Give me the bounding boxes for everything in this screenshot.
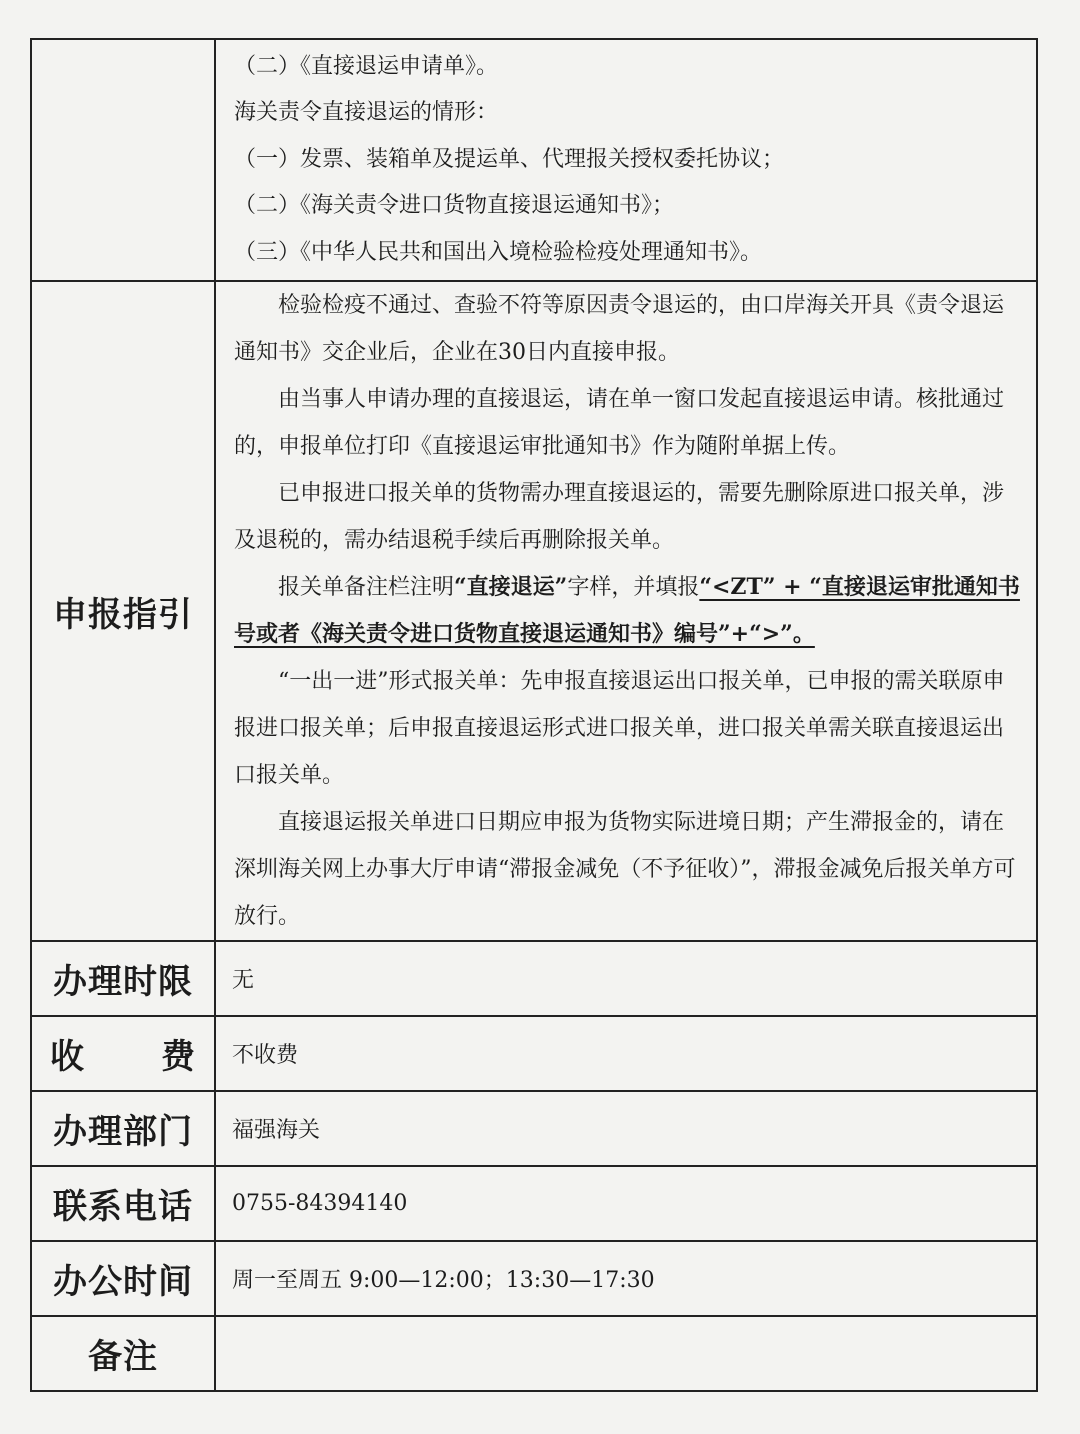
- materials-content-cell: [215, 39, 1037, 281]
- notes-label: 备注: [31, 1316, 215, 1391]
- time-limit-value: 无: [215, 941, 1037, 1016]
- fee-row: [31, 1016, 1037, 1091]
- material-line: 海关责令直接退运的情形：: [234, 100, 499, 126]
- materials-row: [31, 39, 1037, 281]
- guide-row: [31, 281, 1037, 941]
- guide-label: 申报指引: [31, 281, 215, 941]
- guide-paragraph: “一出一进”形式报关单：先申报直接退运出口报关单，已申报的需关联原申报进口报关单；后申报直接退运形式进口报关单，进口报关单需关联直接退运出口报关单。: [234, 669, 1005, 788]
- material-line: （二）《海关责令进口货物直接退运通知书》；: [234, 193, 675, 219]
- office-hours-value: 周一至周五 9:00—12:00；13:30—17:30: [215, 1241, 1037, 1316]
- materials-label-cell: [31, 39, 215, 281]
- department-label: 办理部门: [31, 1091, 215, 1166]
- remark-quote: “直接退运”: [454, 574, 568, 600]
- department-value: 福强海关: [215, 1091, 1037, 1166]
- remark-prefix: 报关单备注栏注明: [278, 575, 455, 600]
- fee-value: 不收费: [215, 1016, 1037, 1091]
- fee-label-cell: [31, 1016, 215, 1091]
- notes-value: [215, 1316, 1037, 1391]
- remark-middle: 字样，并填报: [567, 575, 700, 600]
- time-limit-label: 办理时限: [31, 941, 215, 1016]
- phone-label: 联系电话: [31, 1166, 215, 1241]
- guide-content-cell: [215, 281, 1037, 941]
- guide-paragraph: 直接退运报关单进口日期应申报为货物实际进境日期；产生滞报金的，请在深圳海关网上办事大厅申请“滞报金减免（不予征收）”，滞报金减免后报关单方可放行。: [234, 810, 1016, 929]
- remark-underlined-format: “<ZT” + “直接退运审批通知书号或者《海关责令进口货物直接退运通知书》编号”+“>”。: [234, 574, 1020, 647]
- notes-row: [31, 1316, 1037, 1391]
- fee-label-b: 费: [161, 1037, 196, 1077]
- phone-row: [31, 1166, 1037, 1241]
- phone-value: 0755-84394140: [215, 1166, 1037, 1241]
- material-line: （一）发票、装箱单及提运单、代理报关授权委托协议；: [234, 146, 785, 172]
- guide-paragraph: 已申报进口报关单的货物需办理直接退运的，需要先删除原进口报关单，涉及退税的，需办结退税手续后再删除报关单。: [234, 481, 1005, 553]
- fee-label-a: 收: [50, 1037, 85, 1077]
- guide-paragraph: 由当事人申请办理的直接退运，请在单一窗口发起直接退运申请。核批通过的，申报单位打印《直接退运审批通知书》作为随附单据上传。: [234, 387, 1005, 459]
- service-guide-table: [30, 38, 1038, 1392]
- time-limit-row: [31, 941, 1037, 1016]
- office-hours-label: 办公时间: [31, 1241, 215, 1316]
- office-hours-row: [31, 1241, 1037, 1316]
- material-line: （二）《直接退运申请单》。: [234, 53, 499, 79]
- remark-paragraph: [234, 564, 1022, 658]
- guide-paragraph: 检验检疫不通过、查验不符等原因责令退运的，由口岸海关开具《责令退运通知书》交企业后，企业在30日内直接申报。: [234, 293, 1005, 365]
- department-row: [31, 1091, 1037, 1166]
- material-line: （三）《中华人民共和国出入境检验检疫处理通知书》。: [234, 239, 763, 265]
